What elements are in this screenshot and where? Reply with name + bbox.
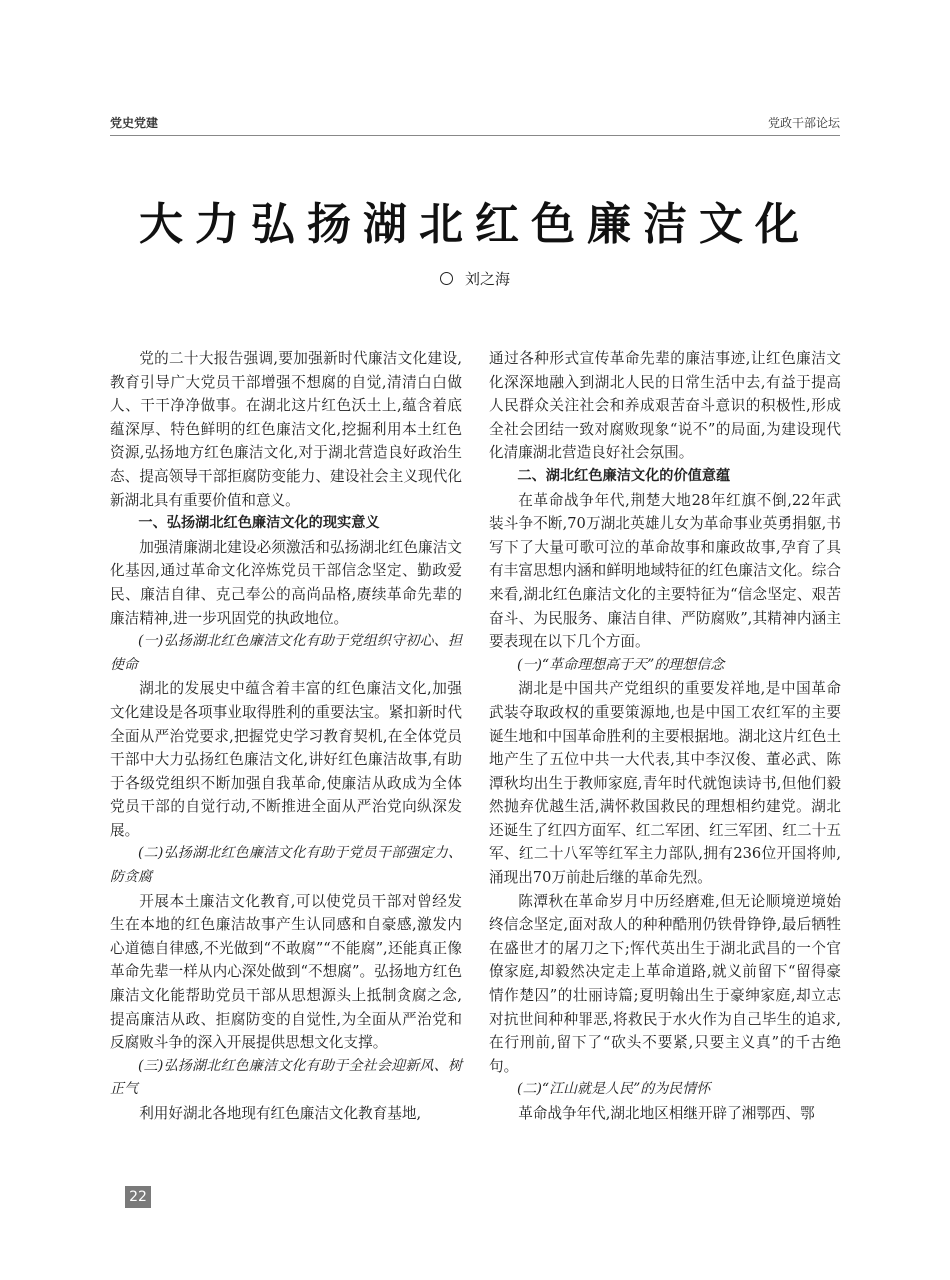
- author-name: 刘之海: [464, 270, 510, 288]
- paragraph: 革命战争年代,湖北地区相继开辟了湘鄂西、鄂: [518, 1105, 815, 1122]
- author-line: [110, 268, 840, 289]
- subsection-heading: (一)弘扬湖北红色廉洁文化有助于党组织守初心、担使命: [110, 633, 462, 673]
- page-number: 22: [125, 1186, 151, 1208]
- subsection-heading: (一)“革命理想高于天”的理想信念: [517, 656, 725, 673]
- paragraph: 加强清廉湖北建设必须激活和弘扬湖北红色廉洁文化基因,通过革命文化淬炼党员干部信念坚定、勤政爱民、廉洁自律、克己奉公的高尚品格,赓续革命先辈的廉洁精神,进一步巩固党的执政地位。: [110, 538, 462, 627]
- running-header: [110, 114, 840, 131]
- header-rule: [110, 135, 840, 136]
- section-heading: 二、湖北红色廉洁文化的价值意蕴: [517, 467, 731, 484]
- journal-name: 党政干部论坛: [767, 116, 840, 130]
- subsection-heading: (二)“江山就是人民”的为民情怀: [517, 1081, 711, 1098]
- paragraph: 通过各种形式宣传革命先辈的廉洁事迹,让红色廉洁文化深深地融入到湖北人民的日常生活中去,有益于提高人民群众关注社会和养成艰苦奋斗意识的积极性,形成全社会团结一致对腐败现象“说不”的局面,为建设现代化清廉湖北营造良好社会氛围。: [489, 350, 841, 462]
- paragraph: 开展本土廉洁文化教育,可以使党员干部对曾经发生在本地的红色廉洁故事产生认同感和自豪感,激发内心道德自律感,不光做到“不敢腐”“不能腐”,还能真正像革命先辈一样从内心深处做到“不想腐”。弘扬地方红色廉洁文化能帮助党员干部从思想源头上抵制贪腐之念,提高廉洁从政、拒腐防变的自觉性,为全面从严治党和反腐败斗争的深入开展提供思想文化支撑。: [110, 892, 462, 1052]
- paragraph: 在革命战争年代,荆楚大地28年红旗不倒,22年武装斗争不断,70万湖北英雄儿女为革命事业英勇捐躯,书写下了大量可歌可泣的革命故事和廉政故事,孕育了具有丰富思想内涵和鲜明地域特征的红色廉洁文化。综合来看,湖北红色廉洁文化的主要特征为“信念坚定、艰苦奋斗、为民服务、廉洁自律、严防腐败”,其精神内涵主要表现在以下几个方面。: [489, 491, 841, 651]
- paragraph: 利用好湖北各地现有红色廉洁文化教育基地,: [139, 1105, 422, 1122]
- section-heading: 一、弘扬湖北红色廉洁文化的现实意义: [138, 515, 380, 532]
- circle-icon: [440, 272, 453, 285]
- right-column: [489, 347, 841, 1126]
- paragraph: 湖北的发展史中蕴含着丰富的红色廉洁文化,加强文化建设是各项事业取得胜利的重要法宝。紧扣新时代全面从严治党要求,把握党史学习教育契机,在全体党员干部中大力弘扬红色廉洁文化,讲好红色廉洁故事,有助于各级党组织不断加强自我革命,使廉洁从政成为全体党员干部的自觉行动,不断推进全面从严治党向纵深发展。: [110, 680, 462, 839]
- left-column: [110, 347, 462, 1126]
- article-title: 大力弘扬湖北红色廉洁文化: [139, 199, 811, 250]
- paragraph: 陈潭秋在革命岁月中历经磨难,但无论顺境逆境始终信念坚定,面对敌人的种种酷刑仍铁骨铮铮,最后牺牲在盛世才的屠刀之下;恽代英出生于湖北武昌的一个官僚家庭,却毅然决定走上革命道路,就义前留下“留得豪情作楚囚”的壮丽诗篇;夏明翰出生于豪绅家庭,却立志对抗世间种种罪恶,将救民于水火作为自己毕生的追求,在行刑前,留下了“砍头不要紧,只要主义真”的千古绝句。: [489, 892, 841, 1075]
- subsection-heading: (三)弘扬湖北红色廉洁文化有助于全社会迎新风、树正气: [110, 1057, 462, 1098]
- paragraph: 湖北是中国共产党组织的重要发祥地,是中国革命武装夺取政权的重要策源地,也是中国工农红军的主要诞生地和中国革命胜利的主要根据地。湖北这片红色土地产生了五位中共一大代表,其中李汉俊、董必武、陈潭秋均出生于教师家庭,青年时代就饱读诗书,但他们毅然抛弃优越生活,满怀救国救民的理想相约建党。湖北还诞生了红四方面军、红二军团、红三军团、红二十五军、红二十八军等红军主力部队,拥有236位开国将帅,涌现出70万前赴后继的革命先烈。: [489, 680, 841, 887]
- subsection-heading: (二)弘扬湖北红色廉洁文化有助于党员干部强定力、防贪腐: [110, 845, 462, 886]
- section-label: 党史党建: [110, 116, 159, 130]
- paragraph: 党的二十大报告强调,要加强新时代廉洁文化建设,教育引导广大党员干部增强不想腐的自觉,清清白白做人、干干净净做事。在湖北这片红色沃土上,蕴含着底蕴深厚、特色鲜明的红色廉洁文化,挖掘利用本土红色资源,弘扬地方红色廉洁文化,对于湖北营造良好政治生态、提高领导干部拒腐防变能力、建设社会主义现代化新湖北具有重要价值和意义。: [110, 350, 462, 509]
